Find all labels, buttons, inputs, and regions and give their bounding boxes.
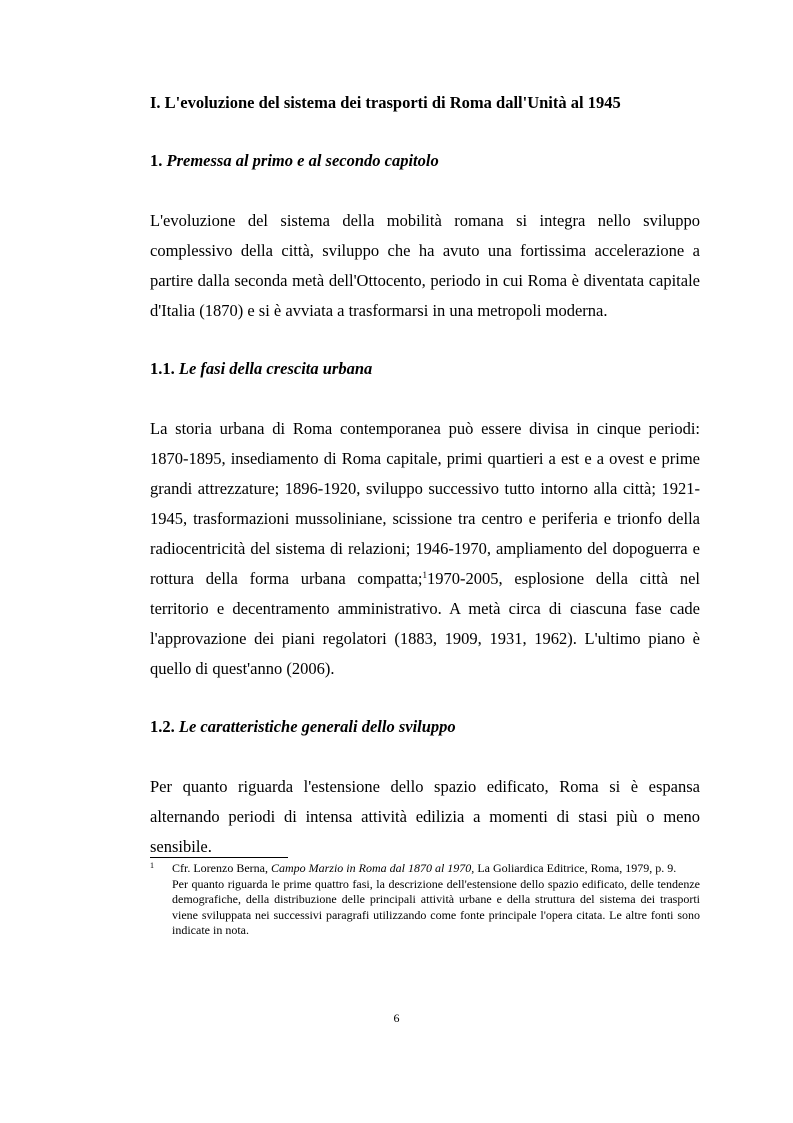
footnote-body xyxy=(172,861,700,939)
footnote-continuation: Per quanto riguarda le prime quattro fasi, la descrizione dell'estensione dello spazio edificato, delle tendenze demografiche, della distribuzione delle principali attività urbane e della struttura del sistema dei trasporti viene sviluppata nei successivi paragrafi utilizzando come fonte principale l'opera citata. Le altre fonti sono indicate in nota. xyxy=(172,876,700,937)
page-number: 6 xyxy=(393,1011,400,1025)
citation-prefix: Cfr. Lorenzo Berna, xyxy=(172,861,271,875)
section-number: 1. xyxy=(150,151,163,170)
paragraph-fasi xyxy=(150,414,700,684)
paragraph-premessa: L'evoluzione del sistema della mobilità romana si integra nello sviluppo complessivo della città, sviluppo che ha avuto una fortissima accelerazione a partire dalla seconda metà dell'Ottocento, periodo in cui Roma è diventata capitale d'Italia (1870) e si è avviata a trasformarsi in una metropoli moderna. xyxy=(150,211,700,320)
citation-title: Campo Marzio in Roma dal 1870 al 1970, xyxy=(270,861,475,875)
footnote-citation xyxy=(172,861,700,877)
footnote-separator xyxy=(150,857,288,858)
section-title: Le fasi della crescita urbana xyxy=(178,359,373,378)
section-number: 1.2. xyxy=(150,717,175,736)
main-text xyxy=(150,92,700,862)
section-heading-fasi xyxy=(150,358,700,380)
section-title: Le caratteristiche generali dello sviluppo xyxy=(178,717,456,736)
section-number: 1.1. xyxy=(150,359,175,378)
section-title: Premessa al primo e al secondo capitolo xyxy=(166,151,439,170)
section-heading-caratteristiche xyxy=(150,716,700,738)
chapter-title: I. L'evoluzione del sistema dei trasporti di Roma dall'Unità al 1945 xyxy=(150,93,621,112)
footnote-marker: 1 xyxy=(150,861,154,870)
footnote xyxy=(150,861,700,939)
paragraph-caratteristiche: Per quanto riguarda l'estensione dello spazio edificato, Roma si è espansa alternando periodi di intensa attività edilizia a momenti di stasi più o meno sensibile. xyxy=(150,777,700,856)
paragraph-text: 1970-2005, esplosione della città nel territorio e decentramento amministrativo. A metà circa di ciascuna fase cade l'approvazione dei piani regolatori (1883, 1909, 1931, 1962). L'ultimo piano è quello di quest'anno (2006). xyxy=(150,569,700,678)
paragraph-text: La storia urbana di Roma contemporanea può essere divisa in cinque periodi: 1870-1895, insediamento di Roma capitale, primi quartieri a est e a ovest e prime grandi attrezzature; 1896-1920, sviluppo successivo tutto intorno alla città; 1921-1945, trasformazioni mussoliniane, scissione tra centro e periferia e trionfo della radiocentricità del sistema di relazioni; 1946-1970, ampliamento del dopoguerra e rottura della forma urbana compatta; xyxy=(150,419,700,588)
footnote-reference[interactable]: 1 xyxy=(422,570,427,580)
section-heading-premessa xyxy=(150,150,700,172)
citation-suffix: La Goliardica Editrice, Roma, 1979, p. 9. xyxy=(474,861,677,875)
